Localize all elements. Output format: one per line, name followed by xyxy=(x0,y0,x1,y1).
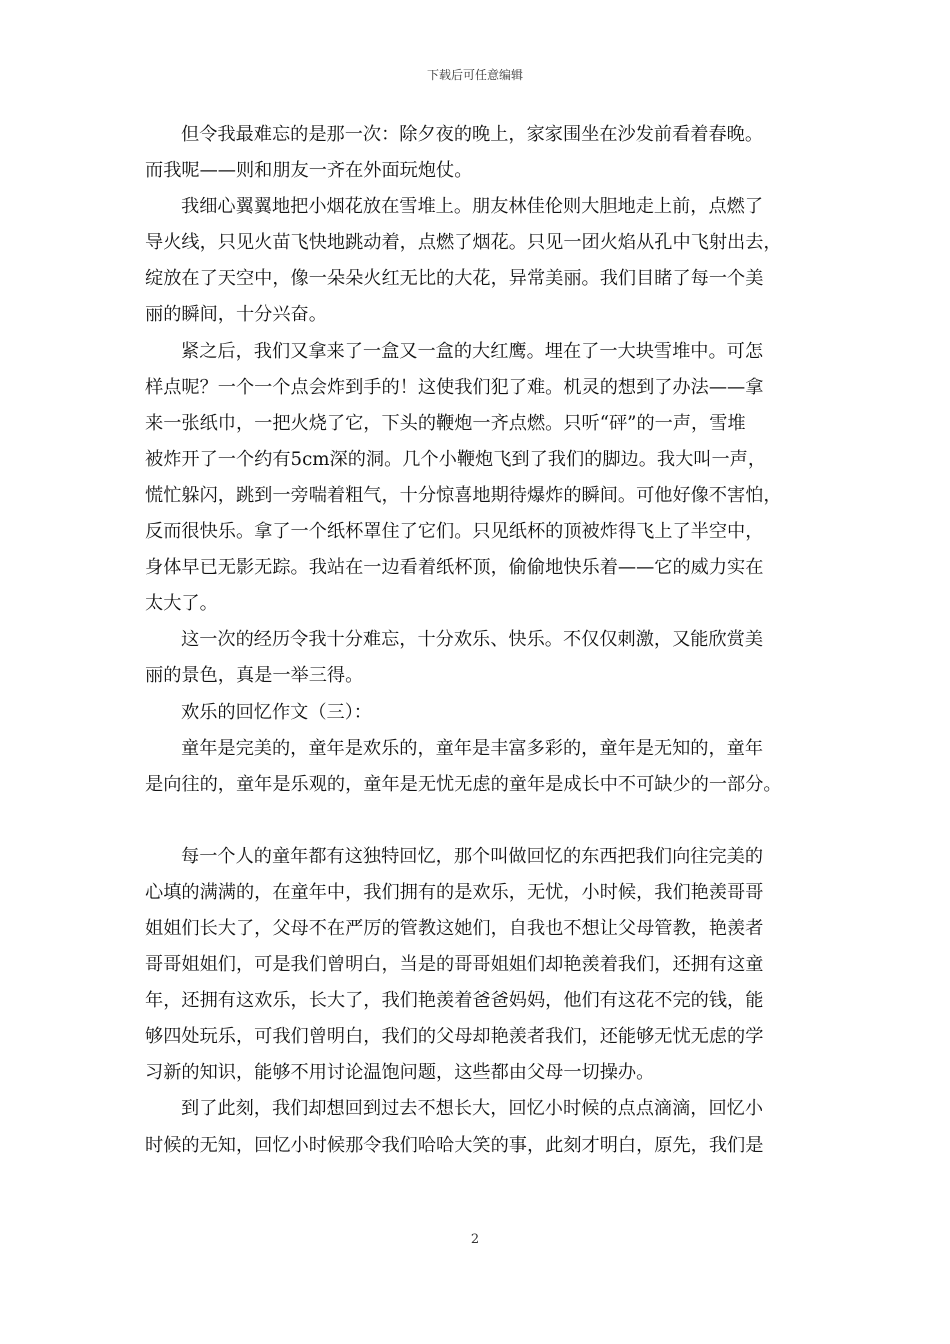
paragraph-1: 但令我最难忘的是那一次：除夕夜的晚上，家家围坐在沙发前看着春晚。 而我呢——则和朋友一齐在外面玩炮仗。 xyxy=(145,124,764,182)
paragraph-gap xyxy=(145,803,820,839)
paragraph-3: 紧之后，我们又拿来了一盒又一盒的大红鹰。埋在了一大块雪堆中。可怎 样点呢？一个一个点会炸到手的！这使我们犯了难。机灵的想到了办法——拿 来一张纸巾，一把火烧了它，下头的鞭炮一齐点燃。只听“砰”的一声，雪堆 被炸开了一个约有5cm深的洞。几个小鞭炮飞到了我们的脚边。我大叫一声， 慌忙躲闪，跳到一旁喘着粗气，十分惊喜地期待爆炸的瞬间。可他好像不害怕， 反而很快乐。拿了一个纸杯罩住了它们。只见纸杯的顶被炸得飞上了半空中， 身体早已无影无踪。我站在一边看着纸杯顶，偷偷地快乐着——它的威力实在 太大了。 xyxy=(145,340,782,615)
page-number: 2 xyxy=(470,1232,480,1247)
section-title: 欢乐的回忆作文（三）： xyxy=(181,701,372,723)
paragraph-6: 每一个人的童年都有这独特回忆，那个叫做回忆的东西把我们向往完美的 心填的满满的，在童年中，我们拥有的是欢乐，无忧，小时候，我们艳羡哥哥 姐姐们长大了，父母不在严厉的管教这她们，自我也不想让父母管教，艳羡者 哥哥姐姐们，可是我们曾明白，当是的哥哥姐姐们却艳羡着我们，还拥有这童 年，还拥有这欢乐，长大了，我们艳羡着爸爸妈妈，他们有这花不完的钱，能 够四处玩乐，可我们曾明白，我们的父母却艳羡者我们，还能够无忧无虑的学 习新的知识，能够不用讨论温饱问题，这些都由父母一切操办。 xyxy=(145,845,764,1084)
document-body xyxy=(145,117,820,1164)
paragraph-2: 我细心翼翼地把小烟花放在雪堆上。朋友林佳伦则大胆地走上前，点燃了 导火线，只见火苗飞快地跳动着，点燃了烟花。只见一团火焰从孔中飞射出去， 绽放在了天空中，像一朵朵火红无比的大花，异常美丽。我们目睹了每一个美 丽的瞬间，十分兴奋。 xyxy=(145,196,782,326)
paragraph-5: 童年是完美的，童年是欢乐的，童年是丰富多彩的，童年是无知的，童年 是向往的，童年是乐观的，童年是无忧无虑的童年是成长中不可缺少的一部分。 xyxy=(145,737,782,795)
paragraph-7: 到了此刻，我们却想回到过去不想长大，回忆小时候的点点滴滴，回忆小 时候的无知，回忆小时候那令我们哈哈大笑的事，此刻才明白，原先，我们是 xyxy=(145,1098,764,1156)
paragraph-4: 这一次的经历令我十分难忘，十分欢乐、快乐。不仅仅刺激，又能欣赏美 丽的景色，真是一举三得。 xyxy=(145,629,764,687)
page-header: 下载后可任意编辑 xyxy=(426,68,523,82)
